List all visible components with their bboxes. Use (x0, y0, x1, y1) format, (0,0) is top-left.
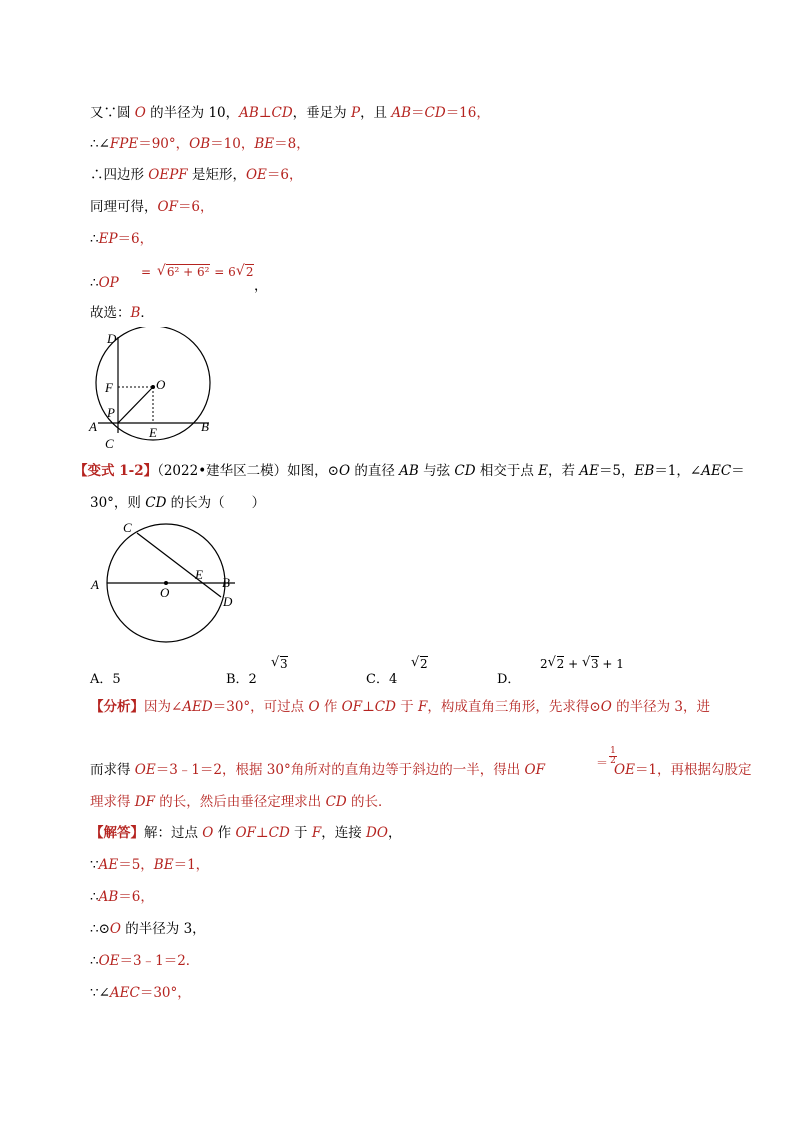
op-comma: ， (254, 278, 268, 294)
option-d-expr: 2 √ 2 + √ 3 + 1 (540, 655, 624, 671)
fig2-label-a: A (91, 577, 99, 592)
fig1-label-e: E (149, 425, 157, 440)
problem-line-1: 【变式 1-2】（2022•建华区二模）如图，⊙O 的直径 AB 与弦 CD 相交于点 E，若 AE＝5，EB＝1，∠AEC＝ (74, 463, 745, 479)
answer-line-6: ∵∠AEC＝30°， (90, 985, 191, 1001)
solution-line-2: ∴∠FPE＝90°，OB＝10，BE＝8， (90, 136, 310, 152)
answer-line-2: ∵AE＝5，BE＝1， (90, 857, 210, 873)
fig1-label-c: C (105, 436, 114, 451)
figure-1 (85, 327, 225, 452)
solution-line-4: 同理可得，OF＝6， (90, 199, 214, 215)
frac-half: $\frac{1}{2}$ (610, 746, 616, 766)
op-formula: = √ 6² + 6² = 6 √ 2 (141, 263, 254, 279)
fig2-label-o: O (160, 585, 170, 600)
fig1-label-o: O (156, 377, 166, 392)
frac-eq: ＝ (596, 756, 609, 770)
fig1-label-a: A (89, 419, 97, 434)
fig2-label-b: B (222, 575, 230, 590)
option-b-radical: √ 3 (271, 655, 288, 671)
figure-2 (88, 517, 238, 647)
option-a[interactable]: A．5 (90, 672, 121, 687)
solution-line-3: ∴四边形 OEPF 是矩形，OE＝6， (90, 167, 303, 183)
problem-line-2: 30°，则 CD 的长为（ ） (90, 495, 266, 511)
solution-line-6: ∴OP (90, 275, 119, 291)
analysis-line-3: 理求得 DF 的长，然后由垂径定理求出 CD 的长． (90, 794, 392, 810)
fig1-label-p: P (107, 405, 115, 420)
option-b[interactable]: B．2 (226, 672, 257, 687)
analysis-line-2: 而求得 OE＝3﹣1＝2，根据 30°角所对的直角边等于斜边的一半，得出 OF (90, 762, 545, 778)
fig2-label-c: C (123, 520, 132, 535)
solution-line-7: 故选：B． (90, 305, 154, 321)
fig1-label-d: D (107, 331, 117, 346)
fig2-label-d: D (223, 594, 233, 609)
option-c[interactable]: C．4 (366, 672, 398, 687)
fig1-center-dot (151, 385, 155, 389)
solution-line-1: 又∵圆 O 的半径为 10，AB⊥CD，垂足为 P，且 AB＝CD＝16， (90, 105, 490, 121)
option-c-radical: √ 2 (411, 655, 428, 671)
fig1-op (118, 387, 153, 423)
fig1-label-f: F (105, 380, 113, 395)
solution-line-5: ∴EP＝6， (90, 231, 154, 247)
analysis-line-1: 【分析】因为∠AED＝30°，可过点 O 作 OF⊥CD 于 F，构成直角三角形，先求得⊙O 的半径为 3，进 (90, 699, 710, 715)
analysis-line-2b: OE＝1，再根据勾股定 (614, 762, 752, 778)
option-d[interactable]: D． (497, 672, 521, 687)
answer-line-3: ∴AB＝6， (90, 889, 154, 905)
answer-line-1: 【解答】解：过点 O 作 OF⊥CD 于 F，连接 DO， (90, 825, 402, 841)
fig2-label-e: E (195, 567, 203, 582)
fig1-label-b: B (201, 419, 209, 434)
answer-line-4: ∴⊙O 的半径为 3， (90, 921, 206, 937)
answer-line-5: ∴OE＝3﹣1＝2． (90, 953, 200, 969)
